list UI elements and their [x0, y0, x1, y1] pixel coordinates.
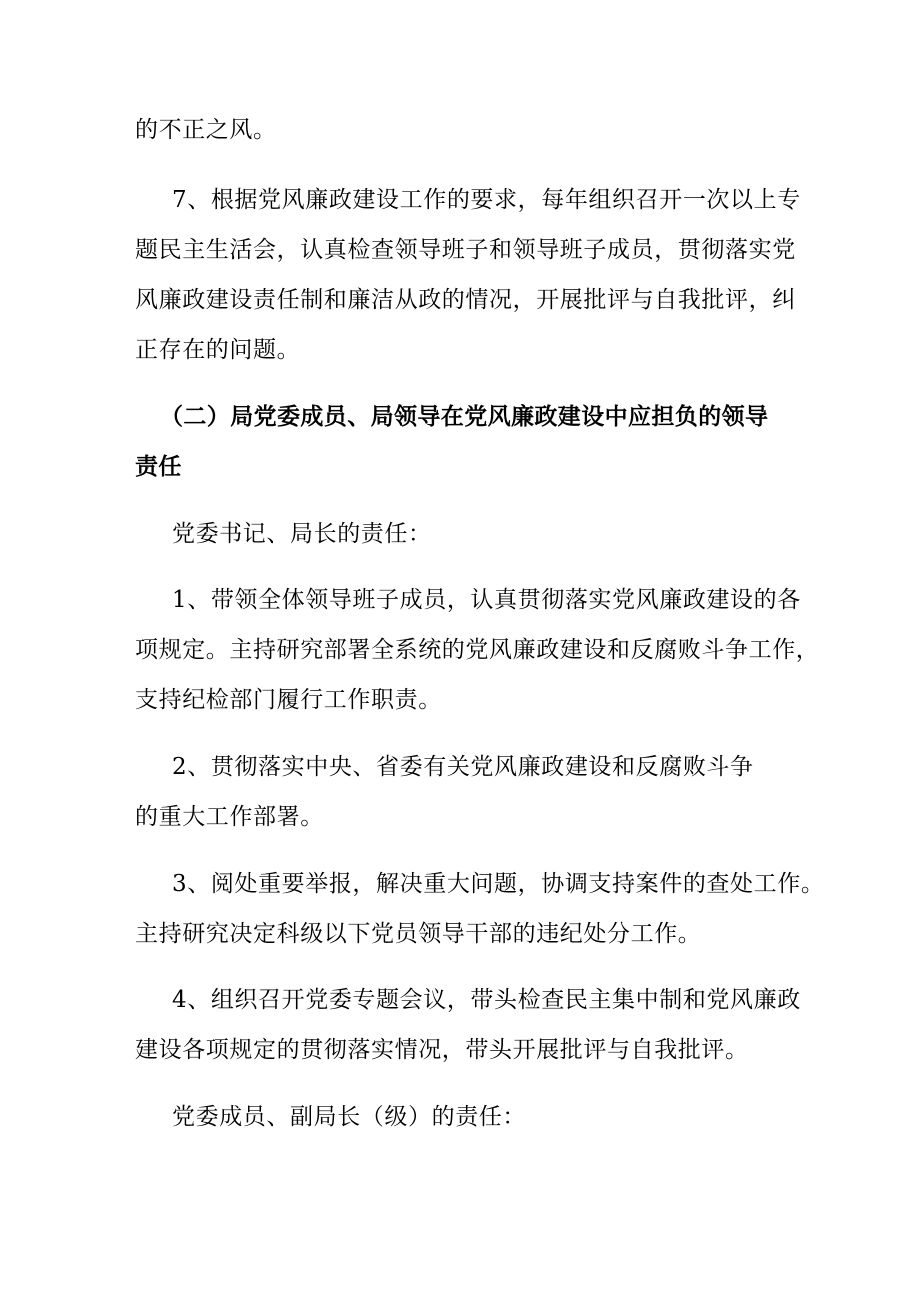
subheading: 党委成员、副局长（级）的责任：: [172, 1104, 526, 1130]
subheading: 党委书记、局长的责任：: [172, 521, 432, 547]
paragraph-line: 支持纪检部门履行工作职责。: [135, 687, 442, 713]
section-heading: 责任: [135, 453, 182, 480]
paragraph-line: 主持研究决定科级以下党员领导干部的违纪处分工作。: [135, 921, 702, 947]
paragraph-line: 的重大工作部署。: [135, 804, 324, 830]
paragraph-line: 7、根据党风廉政建设工作的要求，每年组织召开一次以上专: [172, 187, 801, 213]
paragraph-line: 2、贯彻落实中央、省委有关党风廉政建设和反腐败斗争: [172, 754, 754, 780]
paragraph-line: 建设各项规定的贯彻落实情况，带头开展批评与自我批评。: [135, 1037, 749, 1063]
paragraph-line: 1、带领全体领导班子成员，认真贯彻落实党风廉政建设的各: [172, 587, 801, 613]
paragraph-line: 风廉政建设责任制和廉洁从政的情况，开展批评与自我批评，纠: [135, 287, 796, 313]
paragraph-line: 的不正之风。: [135, 117, 277, 143]
paragraph-line: 正存在的问题。: [135, 337, 301, 363]
paragraph-line: 题民主生活会，认真检查领导班子和领导班子成员，贯彻落实党: [135, 237, 796, 263]
paragraph-line: 项规定。主持研究部署全系统的党风廉政建设和反腐败斗争工作，: [135, 637, 820, 663]
section-heading: （二）局党委成员、局领导在党风廉政建设中应担负的领导: [160, 403, 769, 430]
paragraph-line: 3、阅处重要举报，解决重大问题，协调支持案件的查处工作。: [172, 871, 825, 897]
paragraph-line: 4、组织召开党委专题会议，带头检查民主集中制和党风廉政: [172, 987, 801, 1013]
